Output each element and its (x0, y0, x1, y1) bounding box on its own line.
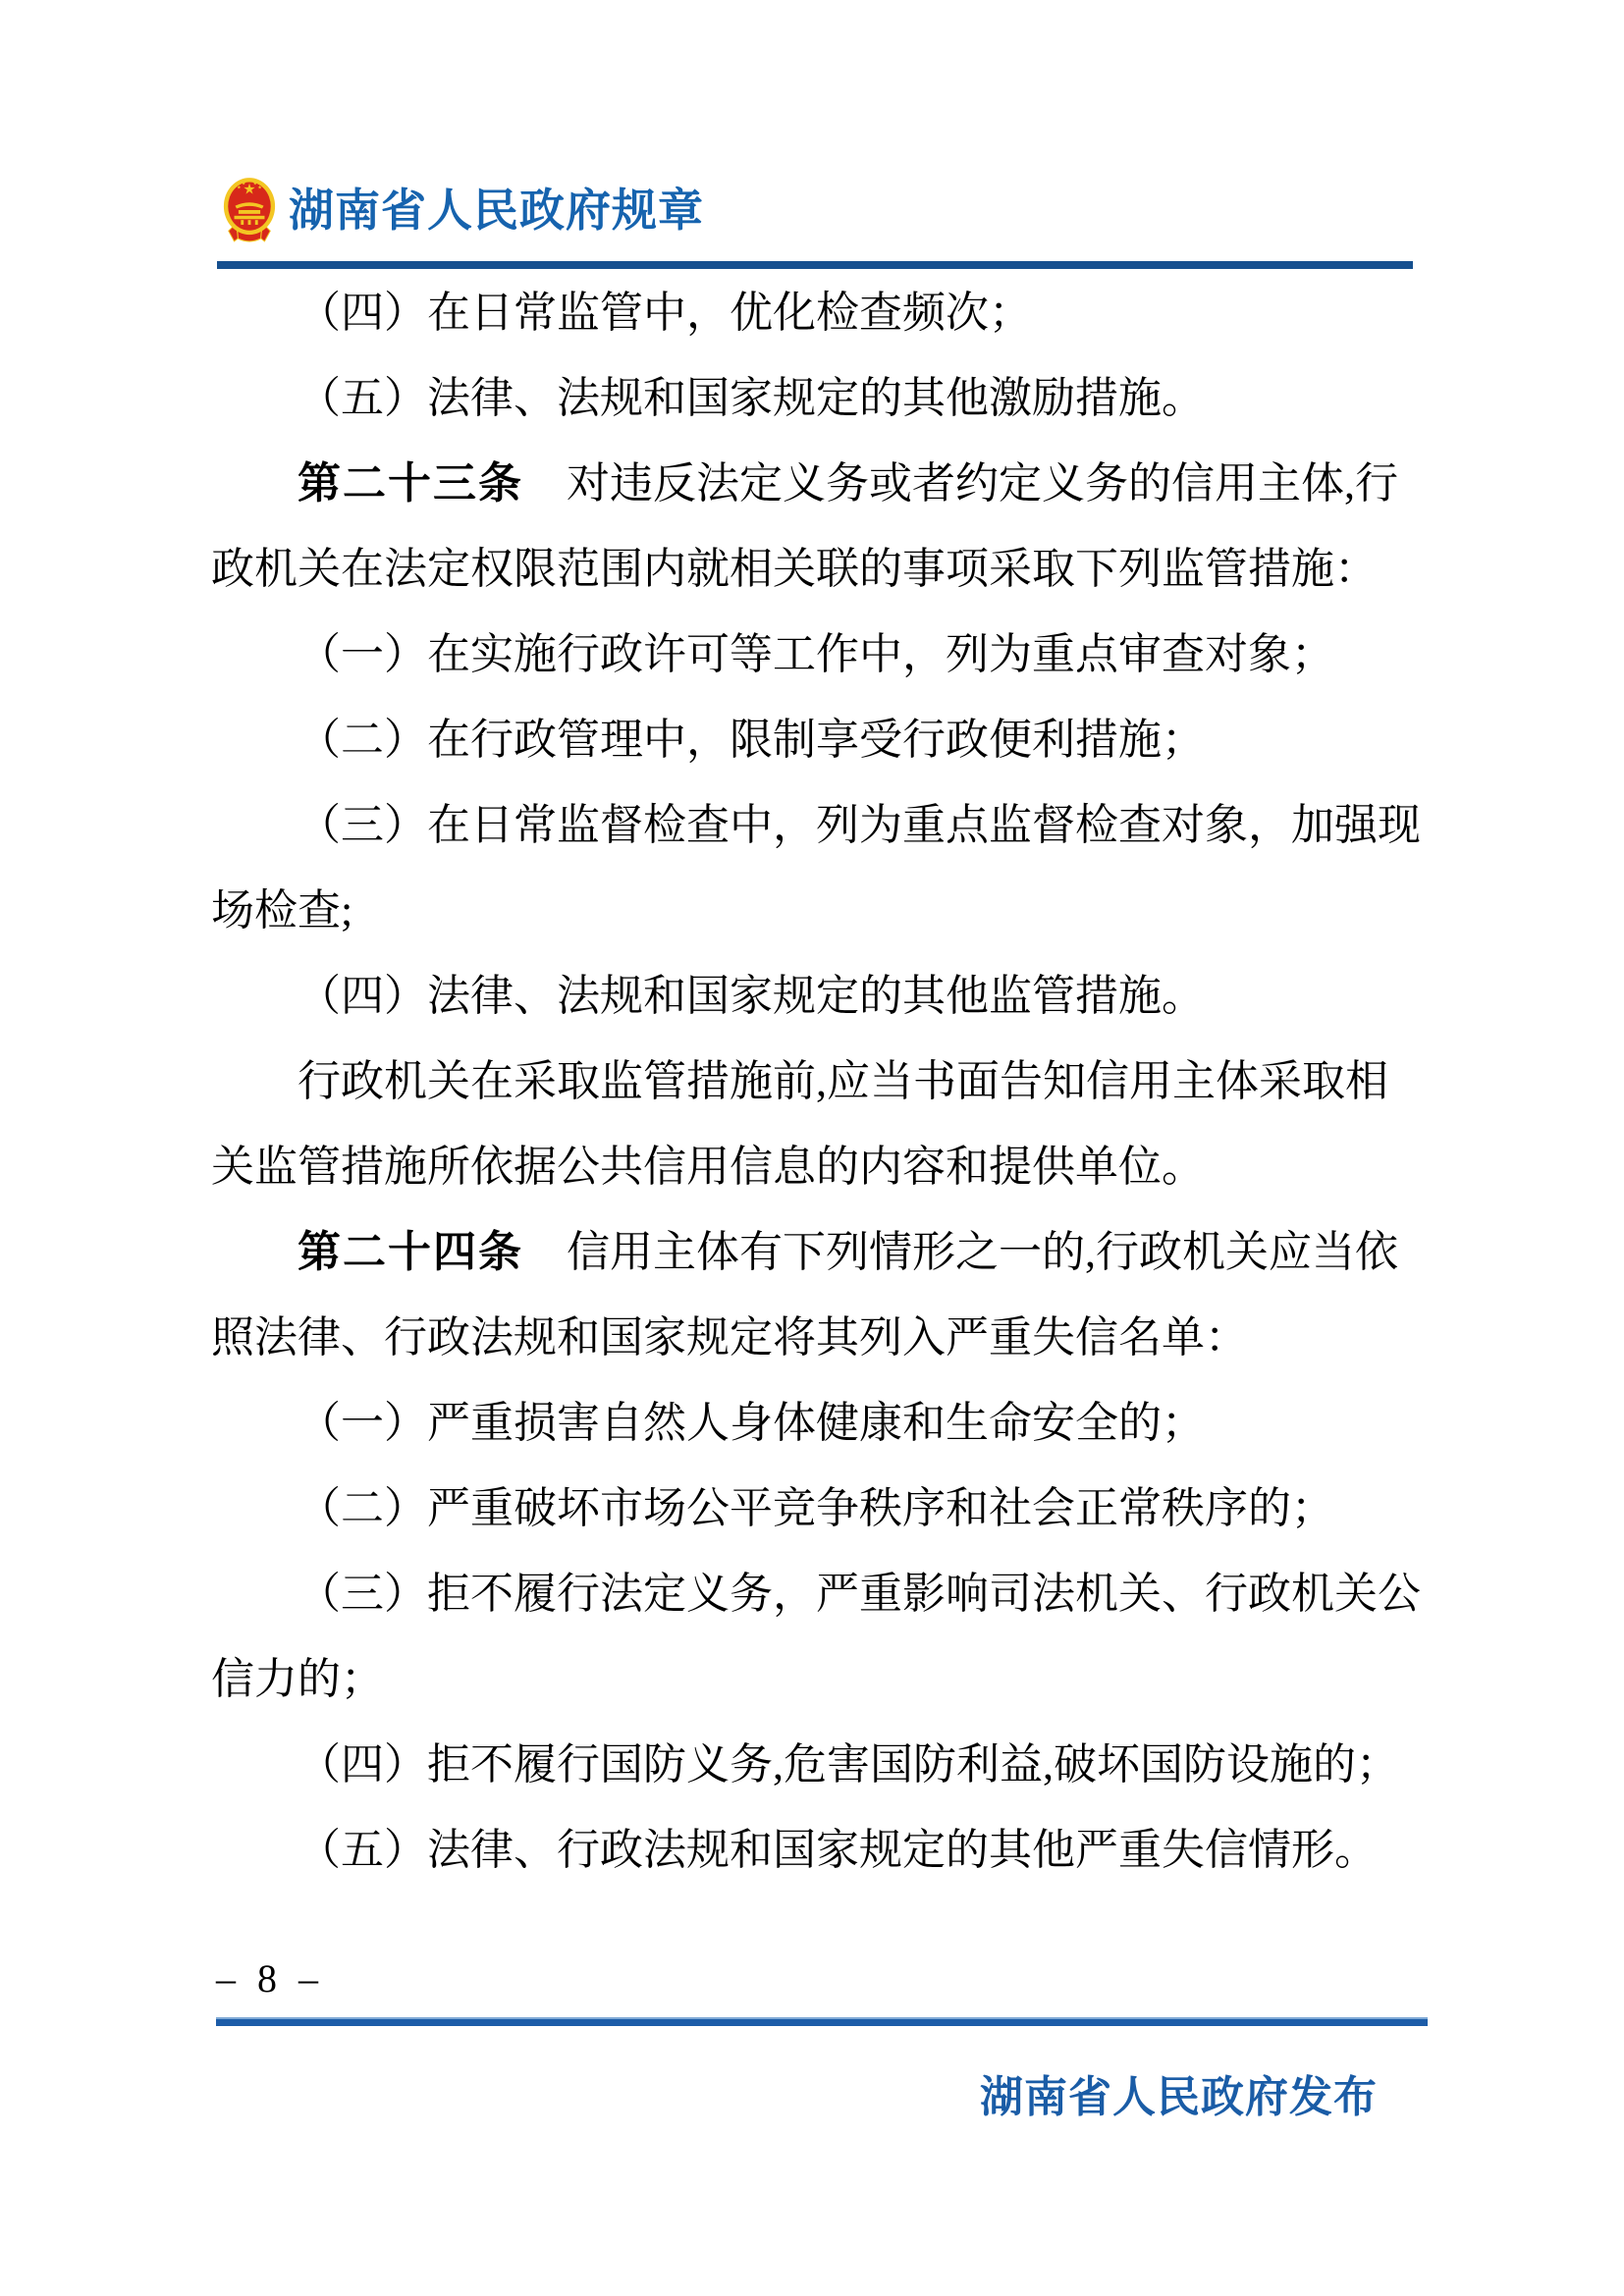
line-text: （四）法律、法规和国家规定的其他监管措施。 (298, 971, 1205, 1020)
text-line (211, 350, 1429, 436)
line-text: 信用主体有下列情形之一的,行政机关应当依 (523, 1227, 1398, 1276)
text-line (211, 265, 1429, 350)
line-text: 政机关在法定权限范围内就相关联的事项采取下列监管措施： (211, 544, 1378, 593)
line-text: （二）严重破坏市场公平竞争秩序和社会正常秩序的； (298, 1483, 1334, 1532)
text-line (211, 436, 1429, 521)
national-emblem-icon (221, 177, 278, 243)
article-number: 第二十四条 (298, 1227, 523, 1276)
text-line (211, 1119, 1429, 1204)
text-line (211, 692, 1429, 777)
line-text: 照法律、行政法规和国家规定将其列入严重失信名单： (211, 1312, 1248, 1362)
document-body (211, 265, 1429, 1888)
footer-divider (216, 2017, 1428, 2026)
text-line (211, 1546, 1429, 1631)
line-text: （五）法律、行政法规和国家规定的其他严重失信情形。 (298, 1825, 1378, 1874)
text-line (211, 1204, 1429, 1290)
publisher-label: 湖南省人民政府发布 (980, 2073, 1378, 2121)
text-line (211, 1631, 1429, 1717)
line-text: （三）在日常监督检查中，列为重点监督检查对象，加强现 (298, 800, 1421, 849)
line-text: （三）拒不履行法定义务，严重影响司法机关、行政机关公 (298, 1569, 1421, 1618)
line-text: 信力的； (211, 1654, 384, 1703)
text-line (211, 948, 1429, 1034)
line-text: （一）在实施行政许可等工作中，列为重点审查对象； (298, 629, 1334, 678)
text-line (211, 1461, 1429, 1546)
line-text: （一）严重损害自然人身体健康和生命安全的； (298, 1398, 1205, 1447)
text-line (211, 521, 1429, 607)
line-text: （二）在行政管理中，限制享受行政便利措施； (298, 715, 1205, 764)
page-number: – 8 – (216, 1956, 318, 2001)
line-text: 行政机关在采取监管措施前,应当书面告知信用主体采取相 (298, 1056, 1388, 1105)
line-text: （四）在日常监管中，优化检查频次； (298, 288, 1032, 337)
line-text: 对违反法定义务或者约定义务的信用主体,行 (523, 458, 1398, 507)
text-line (211, 607, 1429, 692)
text-line (211, 1802, 1429, 1888)
line-text: 关监管措施所依据公共信用信息的内容和提供单位。 (211, 1142, 1205, 1191)
text-line (211, 863, 1429, 948)
line-text: 场检查; (211, 885, 353, 934)
text-line (211, 777, 1429, 863)
article-number: 第二十三条 (298, 458, 523, 507)
page-title: 湖南省人民政府规章 (289, 186, 704, 236)
text-line (211, 1717, 1429, 1802)
line-text: （五）法律、法规和国家规定的其他激励措施。 (298, 373, 1205, 422)
line-text: （四）拒不履行国防义务,危害国防利益,破坏国防设施的； (298, 1739, 1399, 1789)
text-line (211, 1290, 1429, 1375)
text-line (211, 1375, 1429, 1461)
text-line (211, 1034, 1429, 1119)
